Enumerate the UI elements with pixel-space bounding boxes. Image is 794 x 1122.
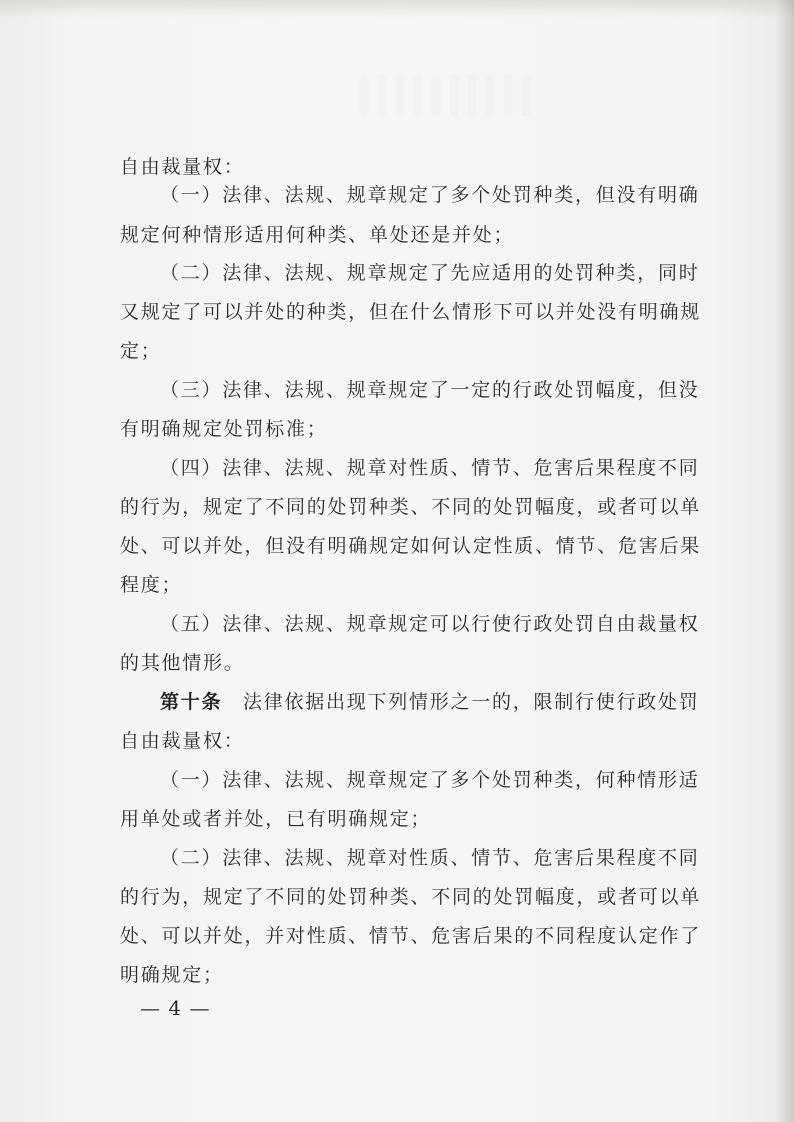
reverse-side-show-through xyxy=(360,74,540,116)
article-ten-item-2-line-3: 处、可以并处，并对性质、情节、危害后果的不同程度认定作了 xyxy=(120,925,702,947)
paragraph-line-3-item-4: 处、可以并处，但没有明确规定如何认定性质、情节、危害后果 xyxy=(120,535,702,557)
article-ten-heading: 第十条 xyxy=(160,691,223,713)
paragraph-line-2-item-2: 又规定了可以并处的种类，但在什么情形下可以并处没有明确规 xyxy=(120,301,702,323)
article-ten-item-1-line-1: （一）法律、法规、规章规定了多个处罚种类，何种情形适 xyxy=(160,769,700,791)
scan-top-shadow xyxy=(0,0,794,18)
paragraph-line-1-item-3: （三）法律、法规、规章规定了一定的行政处罚幅度，但没 xyxy=(160,379,700,401)
paragraph-line-2-item-1: 规定何种情形适用何种类、单处还是并处； xyxy=(120,224,515,246)
article-ten-text: 法律依据出现下列情形之一的，限制行使行政处罚 xyxy=(222,691,700,713)
article-ten-item-2-line-4: 明确规定； xyxy=(120,964,224,986)
paragraph-line-1-item-4: （四）法律、法规、规章对性质、情节、危害后果程度不同 xyxy=(160,457,700,479)
article-ten-first-line xyxy=(160,685,720,719)
paragraph-line-2-item-4: 的行为，规定了不同的处罚种类、不同的处罚幅度，或者可以单 xyxy=(120,496,702,518)
article-ten-item-1-line-2: 用单处或者并处，已有明确规定； xyxy=(120,808,432,830)
paragraph-line-2-item-5: 的其他情形。 xyxy=(120,652,245,674)
page-number: — 4 — xyxy=(140,996,211,1020)
article-ten-item-2-line-1: （二）法律、法规、规章对性质、情节、危害后果程度不同 xyxy=(160,847,700,869)
paragraph-line-3-item-2: 定； xyxy=(120,340,162,362)
paragraph-line-1-item-5: （五）法律、法规、规章规定可以行使行政处罚自由裁量权 xyxy=(160,613,700,635)
article-ten-item-2-line-2: 的行为，规定了不同的处罚种类、不同的处罚幅度，或者可以单 xyxy=(120,886,702,908)
paragraph-line-2-item-3: 有明确规定处罚标准； xyxy=(120,418,328,440)
paragraph-line-4-item-4: 程度； xyxy=(120,574,183,596)
paragraph-line-1-item-1: （一）法律、法规、规章规定了多个处罚种类，但没有明确 xyxy=(160,184,700,206)
article-ten-second-line: 自由裁量权： xyxy=(120,730,245,752)
paragraph-line-1-item-2: （二）法律、法规、规章规定了先应适用的处罚种类，同时 xyxy=(160,262,700,284)
scan-right-edge-shadow xyxy=(776,0,794,1122)
body-line-continuation: 自由裁量权： xyxy=(120,156,245,178)
